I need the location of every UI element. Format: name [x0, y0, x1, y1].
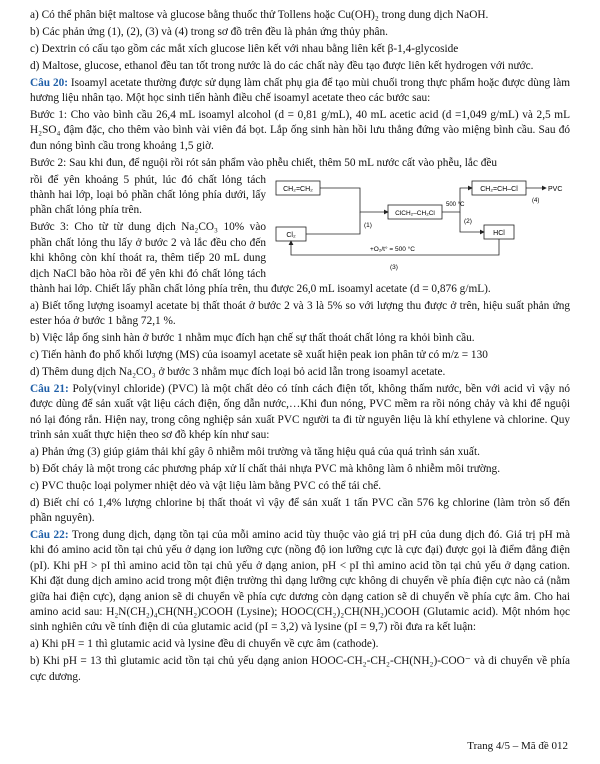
q21-option-b: b) Đốt cháy là một trong các phương pháp xử lí chất thải nhựa PVC mà không làm ô nhiễm môi trường.	[30, 462, 501, 475]
q20-option-c: c) Tiến hành đo phổ khối lượng (MS) của isoamyl acetate sẽ xuất hiện peak ion phân tử có m/z = 130	[30, 349, 488, 362]
q20-step2-a: Bước 2: Sau khi đun, để nguội rồi rót sản phẩm vào phễu chiết, thêm 50 mL nước cất vào phễu, lắc đều	[30, 156, 498, 169]
step2-label: (2)	[464, 217, 472, 225]
q21-intro	[30, 382, 570, 444]
condition-500c: 500 °C	[446, 201, 465, 208]
q22-option-a: a) Khi pH = 1 thì glutamic acid và lysine đều di chuyển về cực âm (cathode).	[30, 638, 379, 651]
dichloroethane-label: ClCH₂–CH₂Cl	[395, 209, 435, 217]
hcl-label: HCl	[493, 229, 505, 237]
step3-label: (3)	[390, 263, 398, 271]
q20-label: Câu 20:	[30, 76, 69, 89]
vinyl-chloride-label: CH₂=CH–Cl	[480, 185, 518, 193]
step4-label: (4)	[532, 197, 540, 204]
step1-label: (1)	[364, 221, 372, 229]
chlorine-label: Cl₂	[286, 231, 296, 239]
q20-step2-b: rồi để yên khoảng 5 phút, lúc đó chất lỏng tách thành hai lớp, loại bỏ phần chất lỏng phía dưới, lấy phần chất lỏng phía trên.	[30, 173, 266, 217]
q20-step3: Bước 3: Cho từ từ dung dịch Na₂CO₃ 10% vào phần chất lỏng thu lấy ở bước 2 và lắc đều cho đến khi không còn khí thoát ra, thêm tiếp 20 mL dung dịch NaCl bão hòa rồi để yên khi đó chất lỏng tách thành hai lớp. Chiết lấy phần chất lỏng phía trên, thu được 26,0 mL isoamyl acetate (d = 0,876 g/mL).	[30, 221, 491, 295]
q22-label: Câu 22:	[30, 529, 69, 541]
q20-option-a: a) Biết tổng lượng isoamyl acetate bị thất thoát ở bước 2 và 3 là 5% so với lượng thu được ở trên, hiệu suất phản ứng ester hóa ở bước 1 bằng 72,1 %.	[30, 299, 570, 328]
q21-intro-text: Poly(vinyl chloride) (PVC) là một chất dẻo có tính cách điện tốt, không thấm nước, bền với acid vì vậy nó được dùng để sản xuất vật liệu cách điện, ống dẫn nước,…Khi đun nóng, PVC mềm ra rồi nóng chảy và khi để nguội nó lại đóng rắn. Hiện nay, trong công nghiệp sản xuất PVC người ta đi từ nguyên liệu là khí ethylene và chlorine. Quy trình sản xuất thực hiện theo sơ đồ khép kín như sau:	[30, 382, 570, 442]
q22-option-b: b) Khi pH = 13 thì glutamic acid tồn tại chủ yếu dạng anion HOOC-CH₂-CH₂-CH(NH₂)-COO⁻ và di chuyển về phía cực dương.	[30, 655, 570, 683]
q20-intro	[30, 76, 570, 107]
q21-option-d: d) Biết chỉ có 1,4% lượng chlorine bị thất thoát vì vậy để sản xuất 1 tấn PVC cần 576 kg chlorine (làm tròn số đến phần nguyên).	[30, 496, 570, 525]
pvc-process-diagram	[270, 175, 570, 279]
q20-intro-text: Isoamyl acetate thường được sử dụng làm chất phụ gia để tạo mùi chuối trong thực phẩm hoặc được dùng làm hương liệu nhân tạo. Một học sinh tiến hành điều chế isoamyl acetate theo các bước sau:	[30, 76, 571, 105]
q21-option-a: a) Phản ứng (3) giúp giảm thải khí gây ô nhiễm môi trường và tăng hiệu quả của quá trình sản xuất.	[30, 445, 480, 458]
q19-option-b: b) Các phản ứng (1), (2), (3) và (4) trong sơ đồ trên đều là phản ứng thủy phân.	[30, 25, 388, 38]
q19-option-a: a) Có thể phân biệt maltose và glucose bằng thuốc thử Tollens hoặc Cu(OH)₂ trong dung dịch NaOH.	[30, 9, 489, 21]
q20-option-d: d) Thêm dung dịch Na₂CO₃ ở bước 3 nhằm mục đích loại bỏ acid lẫn trong isoamyl acetate.	[30, 365, 446, 378]
q21-option-c: c) PVC thuộc loại polymer nhiệt dẻo và vật liệu làm bằng PVC có thể tái chế.	[30, 479, 382, 492]
q20-option-b: b) Việc lắp ống sinh hàn ở bước 1 nhằm mục đích hạn chế sự thất thoát chất lỏng ra khỏi bình cầu.	[30, 332, 475, 345]
pvc-label: PVC	[548, 185, 563, 193]
q19-option-d: d) Maltose, glucose, ethanol đều tan tốt trong nước là do các chất này đều tạo được liên kết hydrogen với nước.	[30, 59, 534, 72]
page-footer: Trang 4/5 – Mã đề 012	[467, 740, 568, 752]
q21-label: Câu 21:	[30, 382, 69, 395]
q22-intro-text: Trong dung dịch, dạng tồn tại của mỗi amino acid tùy thuộc vào giá trị pH của dung dịch đó. Giá trị pH mà khi đó amino acid tồn tại chủ yếu ở dạng ion lưỡng cực (nồng độ ion lưỡng cực là cực đại) được gọi là điểm đẳng điện (pI). Khi pH > pI thì amino acid tồn tại chủ yếu ở dạng anion, pH < pI thì amino acid tồn tại chủ yếu ở dạng cation. Khi đặt dung dịch amino acid trong một điện trường thì dạng lưỡng cực không di chuyển về phía điện cực nào cả (nằm giữa hai điện cực), dạng anion sẽ di chuyển về phía cực dương còn dạng cation sẽ di chuyển về phía cực âm. Cho hai amino acid sau: H₂N(CH₂)₄CH(NH₂)COOH (Lysine); HOOC(CH₂)₂CH(NH₂)COOH (Glutamic acid). Một nhóm học sinh nghiên cứu về tính điện di của glutamic acid (pI = 3,2) và lysine (pI = 9,7) rồi đưa ra kết luận:	[30, 529, 570, 634]
oxidation-condition: +O₂/t° = 500 °C	[370, 245, 415, 253]
ethylene-label: CH₂=CH₂	[283, 185, 313, 193]
q20-step1: Bước 1: Cho vào bình cầu 26,4 mL isoamyl alcohol (d = 0,81 g/mL), 40 mL acetic acid (d =1,049 g/mL) và 2,5 mL H₂SO₄ đậm đặc, cho thêm vào bình vài viên đá bọt. Lắp ống sinh hàn hồi lưu thẳng đứng vào miệng bình cầu. Sau đó đun nóng bình cầu trong khoảng 1,5 giờ.	[30, 108, 570, 152]
q22-intro	[30, 528, 570, 636]
exam-page	[30, 8, 570, 687]
q19-option-c: c) Dextrin có cấu tạo gồm các mắt xích glucose liên kết với nhau bằng liên kết β-1,4-glycoside	[30, 42, 459, 55]
